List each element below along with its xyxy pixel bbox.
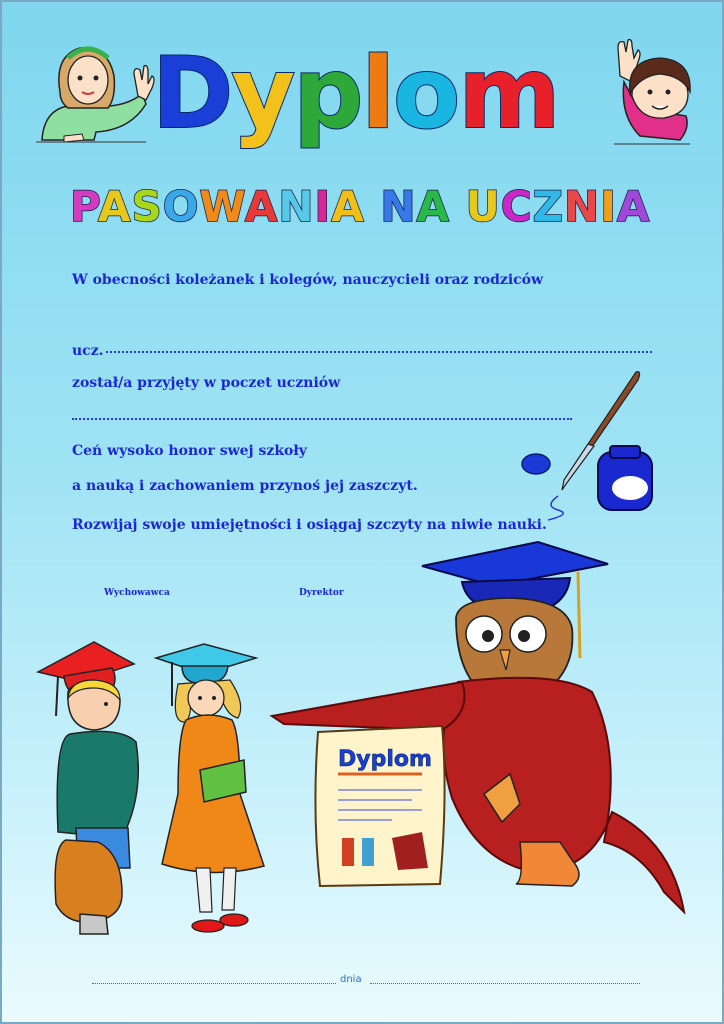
- girl-with-cap-illustration: [152, 644, 280, 942]
- subtitle-letter: C: [500, 182, 533, 231]
- subtitle-letter: S: [131, 182, 163, 231]
- boy-waving-illustration: [610, 36, 694, 148]
- girl-waving-illustration: [34, 36, 154, 148]
- motto-line-3: Rozwijaj swoje umiejętności i osiągaj szczyty na niwie nauki.: [72, 517, 547, 533]
- title-letter: y: [231, 37, 294, 151]
- subtitle-letter: W: [199, 182, 245, 231]
- subtitle-letter: [450, 182, 466, 231]
- date-dots-right: [370, 983, 640, 984]
- motto-line-1: Ceń wysoko honor swej szkoły: [72, 443, 307, 459]
- boy-with-cap-illustration: [36, 642, 154, 944]
- diploma-subtitle: [70, 182, 650, 231]
- date-line: [92, 974, 640, 988]
- diploma-title: [152, 34, 622, 154]
- motto-line-2: a nauką i zachowaniem przynoś jej zaszczyt.: [72, 478, 418, 494]
- subtitle-letter: A: [244, 182, 279, 231]
- title-letter: l: [361, 37, 393, 151]
- date-label: dnia: [340, 974, 362, 985]
- subtitle-letter: N: [278, 182, 315, 231]
- title-letter: p: [293, 37, 362, 151]
- subtitle-letter: P: [70, 182, 98, 231]
- subtitle-letter: I: [314, 182, 332, 231]
- title-letter: D: [152, 37, 232, 151]
- subtitle-letter: I: [600, 182, 617, 231]
- accepted-line: został/a przyjęty w poczet uczniów: [72, 375, 341, 391]
- subtitle-letter: N: [380, 182, 417, 231]
- intro-line: W obecności koleżanek i kolegów, nauczycieli oraz rodziców: [72, 272, 544, 288]
- subtitle-letter: A: [331, 182, 365, 231]
- title-letter: o: [393, 37, 459, 151]
- class-line: [72, 418, 572, 420]
- student-prefix: ucz.: [72, 343, 104, 359]
- subtitle-letter: N: [564, 182, 601, 231]
- subtitle-letter: [365, 182, 381, 231]
- subtitle-letter: A: [97, 182, 132, 231]
- subtitle-letter: A: [616, 182, 651, 231]
- signature-director-label: Dyrektor: [299, 588, 344, 598]
- student-name-line: [106, 351, 652, 353]
- signature-teacher-label: Wychowawca: [104, 588, 170, 598]
- subtitle-letter: A: [416, 182, 450, 231]
- mini-diploma-title: Dyplom: [338, 747, 432, 772]
- owl-with-diploma-illustration: [272, 542, 696, 922]
- date-dots-left: [92, 983, 336, 984]
- subtitle-letter: O: [162, 182, 200, 231]
- title-letter: m: [458, 37, 559, 151]
- ink-and-quill-illustration: [514, 366, 664, 526]
- subtitle-letter: U: [465, 182, 501, 231]
- subtitle-letter: Z: [532, 182, 565, 231]
